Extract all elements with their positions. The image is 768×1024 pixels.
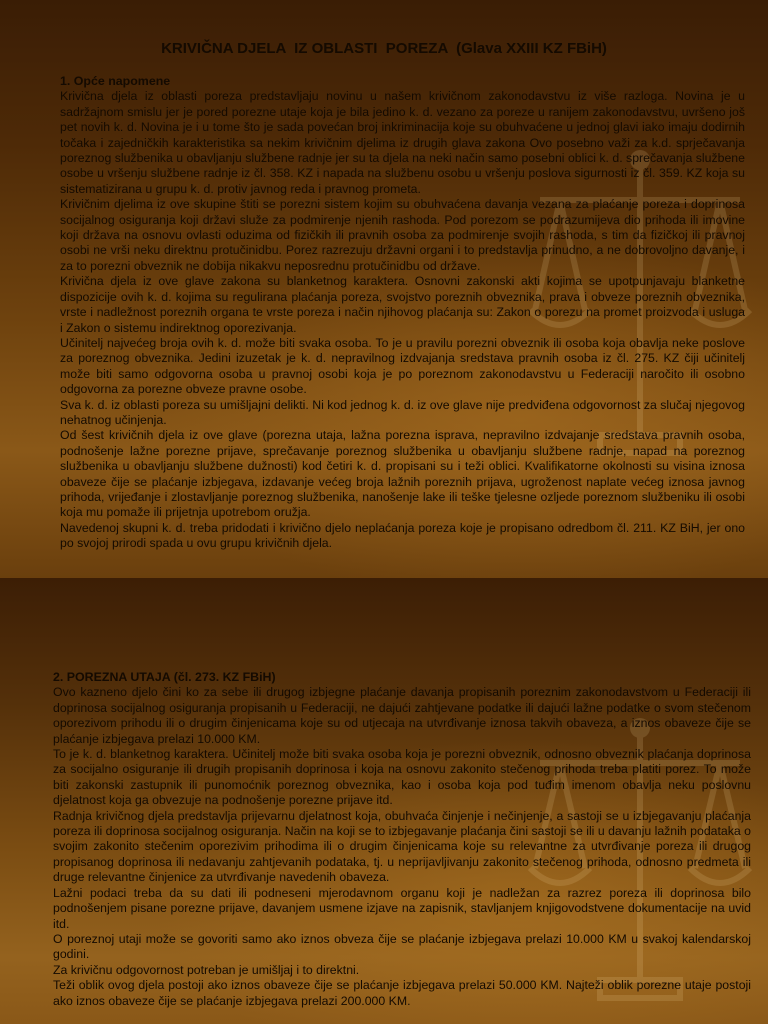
section-tax-evasion — [53, 670, 751, 1009]
paragraph: Za krivičnu odgovornost potreban je umišljaj i to direktni. — [53, 962, 360, 977]
paragraph: Radnja krivičnog djela predstavlja prijevarnu djelatnost koja, obuhvaća činjenje i nečinjenje, a sastoji se u izbjegavanju plaćanja poreza ili doprinosa socijalnog osiguranja. Način na koji se to izbjegavanje plaćanja čini sastoji se ili u davanju lažnih podataka o svojim zakonito stečenim oporezivim prihodima ili o drugim činjenicama koje su relevantne za utvrđivanje poreza ili drugog propisanog doprinosa ili nedavanju zahtjevanih podataka, tj. u neprijavljivanju zakonito stečenog prihoda, odnosno predmeta ili druge relevantne činjenice za utvrđivanje navedenih obaveza. — [53, 808, 751, 885]
paragraph: Krivična djela iz oblasti poreza predstavljaju novinu u našem krivičnom zakonodavstvu iz više razloga. Novina je u sadržajnom smislu jer je pored porezne utaje koja je bila jedino k. d. vezano za poreze u ranijem zakonodavstvu, uvršeno još pet novih k. d. Novina je i u tome što je sada povećan broj inkriminacija koje su obuhvaćene u jednoj glavi iako imaju dodirnih točaka i zajedničkih karakteristika sa nekim krivičnim djelima iz drugih glava zakona Ovo posebno važi za k.d. sprječavanja poreznog službenika u obavljanju službene radnje jer su ta djela na neki način samo posebni oblici k. d. sprečavanja službene osobe u vršenju službene radnje iz čl. 358. KZ i napada na službenu osobu u vršenju poslova sigurnosti iz čl. 359. KZ koja su sistematizirana u grupu k. d. protiv javnog reda i pravnog prometa. — [60, 89, 745, 196]
section-general-notes — [60, 74, 745, 552]
paragraph: Ovo kazneno djelo čini ko za sebe ili drugog izbjegne plaćanje davanja propisanih poreznim zakonodavstvom u Federaciji ili doprinosa socijalnog osiguranja propisanih u Federaciji, ne dajući zahtjevane podatke ili dajući lažne podatke o svom stečenom oporezivom prihodu ili o drugim činjenicama koje su od utjecaja na utvrđivanje iznosa takvih obaveza, a iznos obaveze čije se plaćanje izbjegava prelazi 10.000 KM. — [53, 685, 751, 746]
paragraph: Od šest krivičnih djela iz ove glave (porezna utaja, lažna porezna isprava, nepravilno izdvajanje sredstava pravnih osoba, podnošenje lažne porezne prijave, sprečavanje poreznog službenika u obavljanju službene radnje, napad na poreznog službenika u obavljanju službene dužnosti) kod četiri k. d. propisani su i teži oblici. Kvalifikatorne okolnosti su visina iznosa obaveze čije se plaćanje izbjegava, izdavanje većeg broja lažnih poreznih prijava, ugroženost naplate većeg iznosa javnog prihoda, vrijeđanje i zlostavljanje poreznog službenika, nanošenje lake ili teške tjelesne ozljede poreznom službeniku ili osobi koja mu pomaže ili prijetnja upotrebom oružja. — [60, 428, 745, 520]
paragraph: Krivičnim djelima iz ove skupine štiti se porezni sistem kojim su obuhvaćena davanja vezana za plaćanje poreza i doprinosa socijalnog osiguranja koji državi služe za podmirenje njenih rashoda. Pod porezom se podrazumijeva dio prihoda ili imovine koji država na osnovu ovlasti oduzima od fizičkih ili pravnih osoba za podmirenje svojih rashoda, s tim da fizičkoj ili pravnoj osobi ne vrši neku direktnu protučinidbu. Porez razrezuju državni organi i to predstavlja prinudno, a ne dobrovoljno davanje, i za to porezni obveznik ne dobija nikakvu neposrednu protučinidbu od države. — [60, 197, 745, 273]
section-heading: 2. POREZNA UTAJA (čl. 273. KZ FBiH) — [53, 670, 276, 684]
paragraph: Navedenoj skupni k. d. treba pridodati i krivično djelo neplaćanja poreza koje je propisano odredbom čl. 211. KZ BiH, jer ono po svojoj prirodi spada u ovu grupu krivičnih djela. — [60, 520, 745, 551]
paragraph: O poreznoj utaji može se govoriti samo ako iznos obveza čije se plaćanje izbjegava prelazi 10.000 KM u svakoj kalendarskoj godini. — [53, 931, 751, 962]
paragraph: Učinitelj najvećeg broja ovih k. d. može biti svaka osoba. To je u pravilu porezni obveznik ili osoba koja obavlja neke poslove za poreznog obveznika. Jedini izuzetak je k. d. nepravilnog izdvajanja sredstava pravnih osoba iz čl. 275. KZ čiji učinitelj može biti samo odgovorna osoba u pravnoj osobi koja je po poreznom zakonodavstvu u Federaciji naročito ili osobno odgovorna za porezne obveze pravne osobe. — [60, 335, 745, 397]
slide-tax-evasion — [0, 578, 768, 1024]
paragraph: Krivična djela iz ove glave zakona su blanketnog karaktera. Osnovni zakonski akti kojima se upotpunjavaju blanketne dispozicije ovih k. d. kojima su regulirana plaćanja poreza, svojstvo poreznih obveznika, prava i obveze poreznih obveznika, vrste i nadležnost poreznih organa te vrste poreza i način njihovog plaćanja su: Zakon o porezu na promet proizvoda i usluga i Zakon o sistemu indirektnog oporezivanja. — [60, 274, 745, 335]
paragraph: Sva k. d. iz oblasti poreza su umišljajni delikti. Ni kod jednog k. d. iz ove glave nije predviđena odgovornost za slučaj njegovog nehatnog učinjenja. — [60, 397, 745, 427]
paragraph: To je k. d. blanketnog karaktera. Učinitelj može biti svaka osoba koja je porezni obveznik, odnosno obveznik plaćanja doprinosa za socijalno osiguranje ili drugih propisanih doprinosa i koja na osnovu zakonito stečenog prihoda treba platiti porez. To može biti zakonski zastupnik ili punomoćnik poreznog obveznika, kao i osoba koja pod tuđim imenom obavlja neku poslovnu djelatnost koja ga obvezuje na podnošenje porezne prijave itd. — [53, 747, 751, 808]
section-heading: 1. Opće napomene — [60, 74, 171, 88]
paragraph: Teži oblik ovog djela postoji ako iznos obaveze čije se plaćanje izbjegava prelazi 50.000 KM. Najteži oblik porezne utaje postoji ako iznos obaveze čije se plaćanje izbjegava prelazi 200.000 KM. — [53, 978, 751, 1008]
page-title: KRIVIČNA DJELA IZ OBLASTI POREZA (Glava XXIII KZ FBiH) — [161, 40, 607, 57]
paragraph: Lažni podaci treba da su dati ili podneseni mjerodavnom organu koji je nadležan za razrez poreza ili doprinosa bilo podnošenjem pisane porezne prijave, davanjem usmene izjave na zapisnik, stavljanjem knjigovodstvene dokumentacije na uvid itd. — [53, 885, 751, 931]
